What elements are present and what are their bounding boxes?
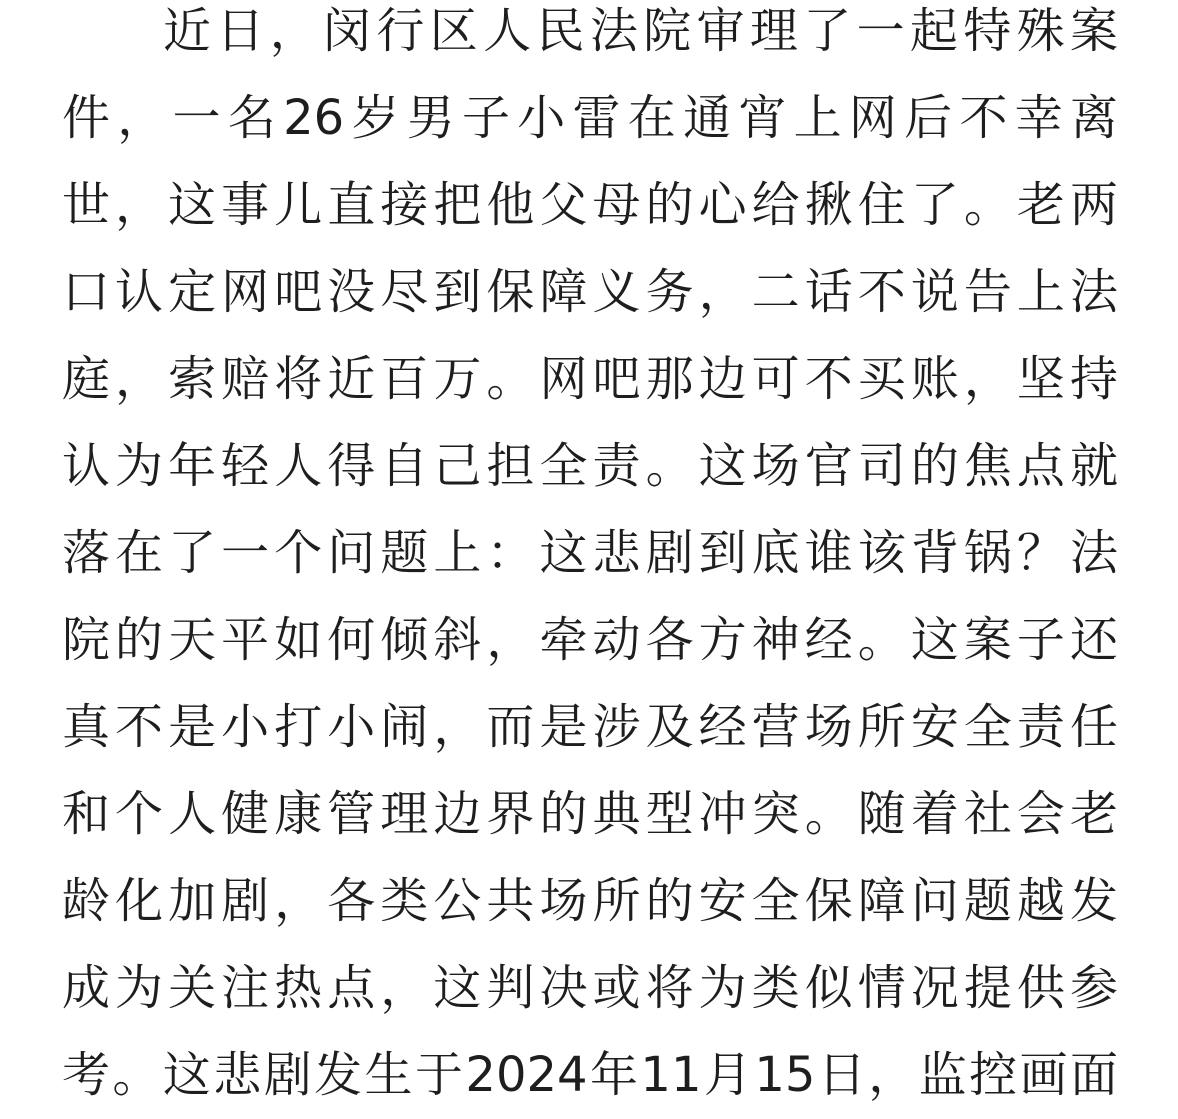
- paragraph-line: 近日，闵行区人民法院审理了一起特殊案: [163, 3, 1118, 59]
- paragraph-line: 真不是小打小闹，而是涉及经营场所安全责任: [62, 699, 1118, 755]
- paragraph-line: 世，这事儿直接把他父母的心给揪住了。老两: [62, 177, 1118, 233]
- paragraph-line: 考。这悲剧发生于2024年11月15日，监控画面: [62, 1047, 1118, 1103]
- paragraph-line: 认为年轻人得自己担全责。这场官司的焦点就: [62, 438, 1118, 494]
- paragraph-line: 口认定网吧没尽到保障义务，二话不说告上法: [62, 264, 1118, 320]
- paragraph-line: 和个人健康管理边界的典型冲突。随着社会老: [62, 786, 1118, 842]
- paragraph-line: 龄化加剧，各类公共场所的安全保障问题越发: [62, 873, 1118, 929]
- paragraph-line: 成为关注热点，这判决或将为类似情况提供参: [62, 960, 1118, 1016]
- paragraph-line: 院的天平如何倾斜，牵动各方神经。这案子还: [62, 612, 1118, 668]
- paragraph-line: 落在了一个问题上：这悲剧到底谁该背锅？法: [62, 525, 1118, 581]
- paragraph-line: 庭，索赔将近百万。网吧那边可不买账，坚持: [62, 351, 1118, 407]
- article-body: [62, 0, 1118, 1103]
- paragraph-line: 件，一名26岁男子小雷在通宵上网后不幸离: [62, 90, 1118, 146]
